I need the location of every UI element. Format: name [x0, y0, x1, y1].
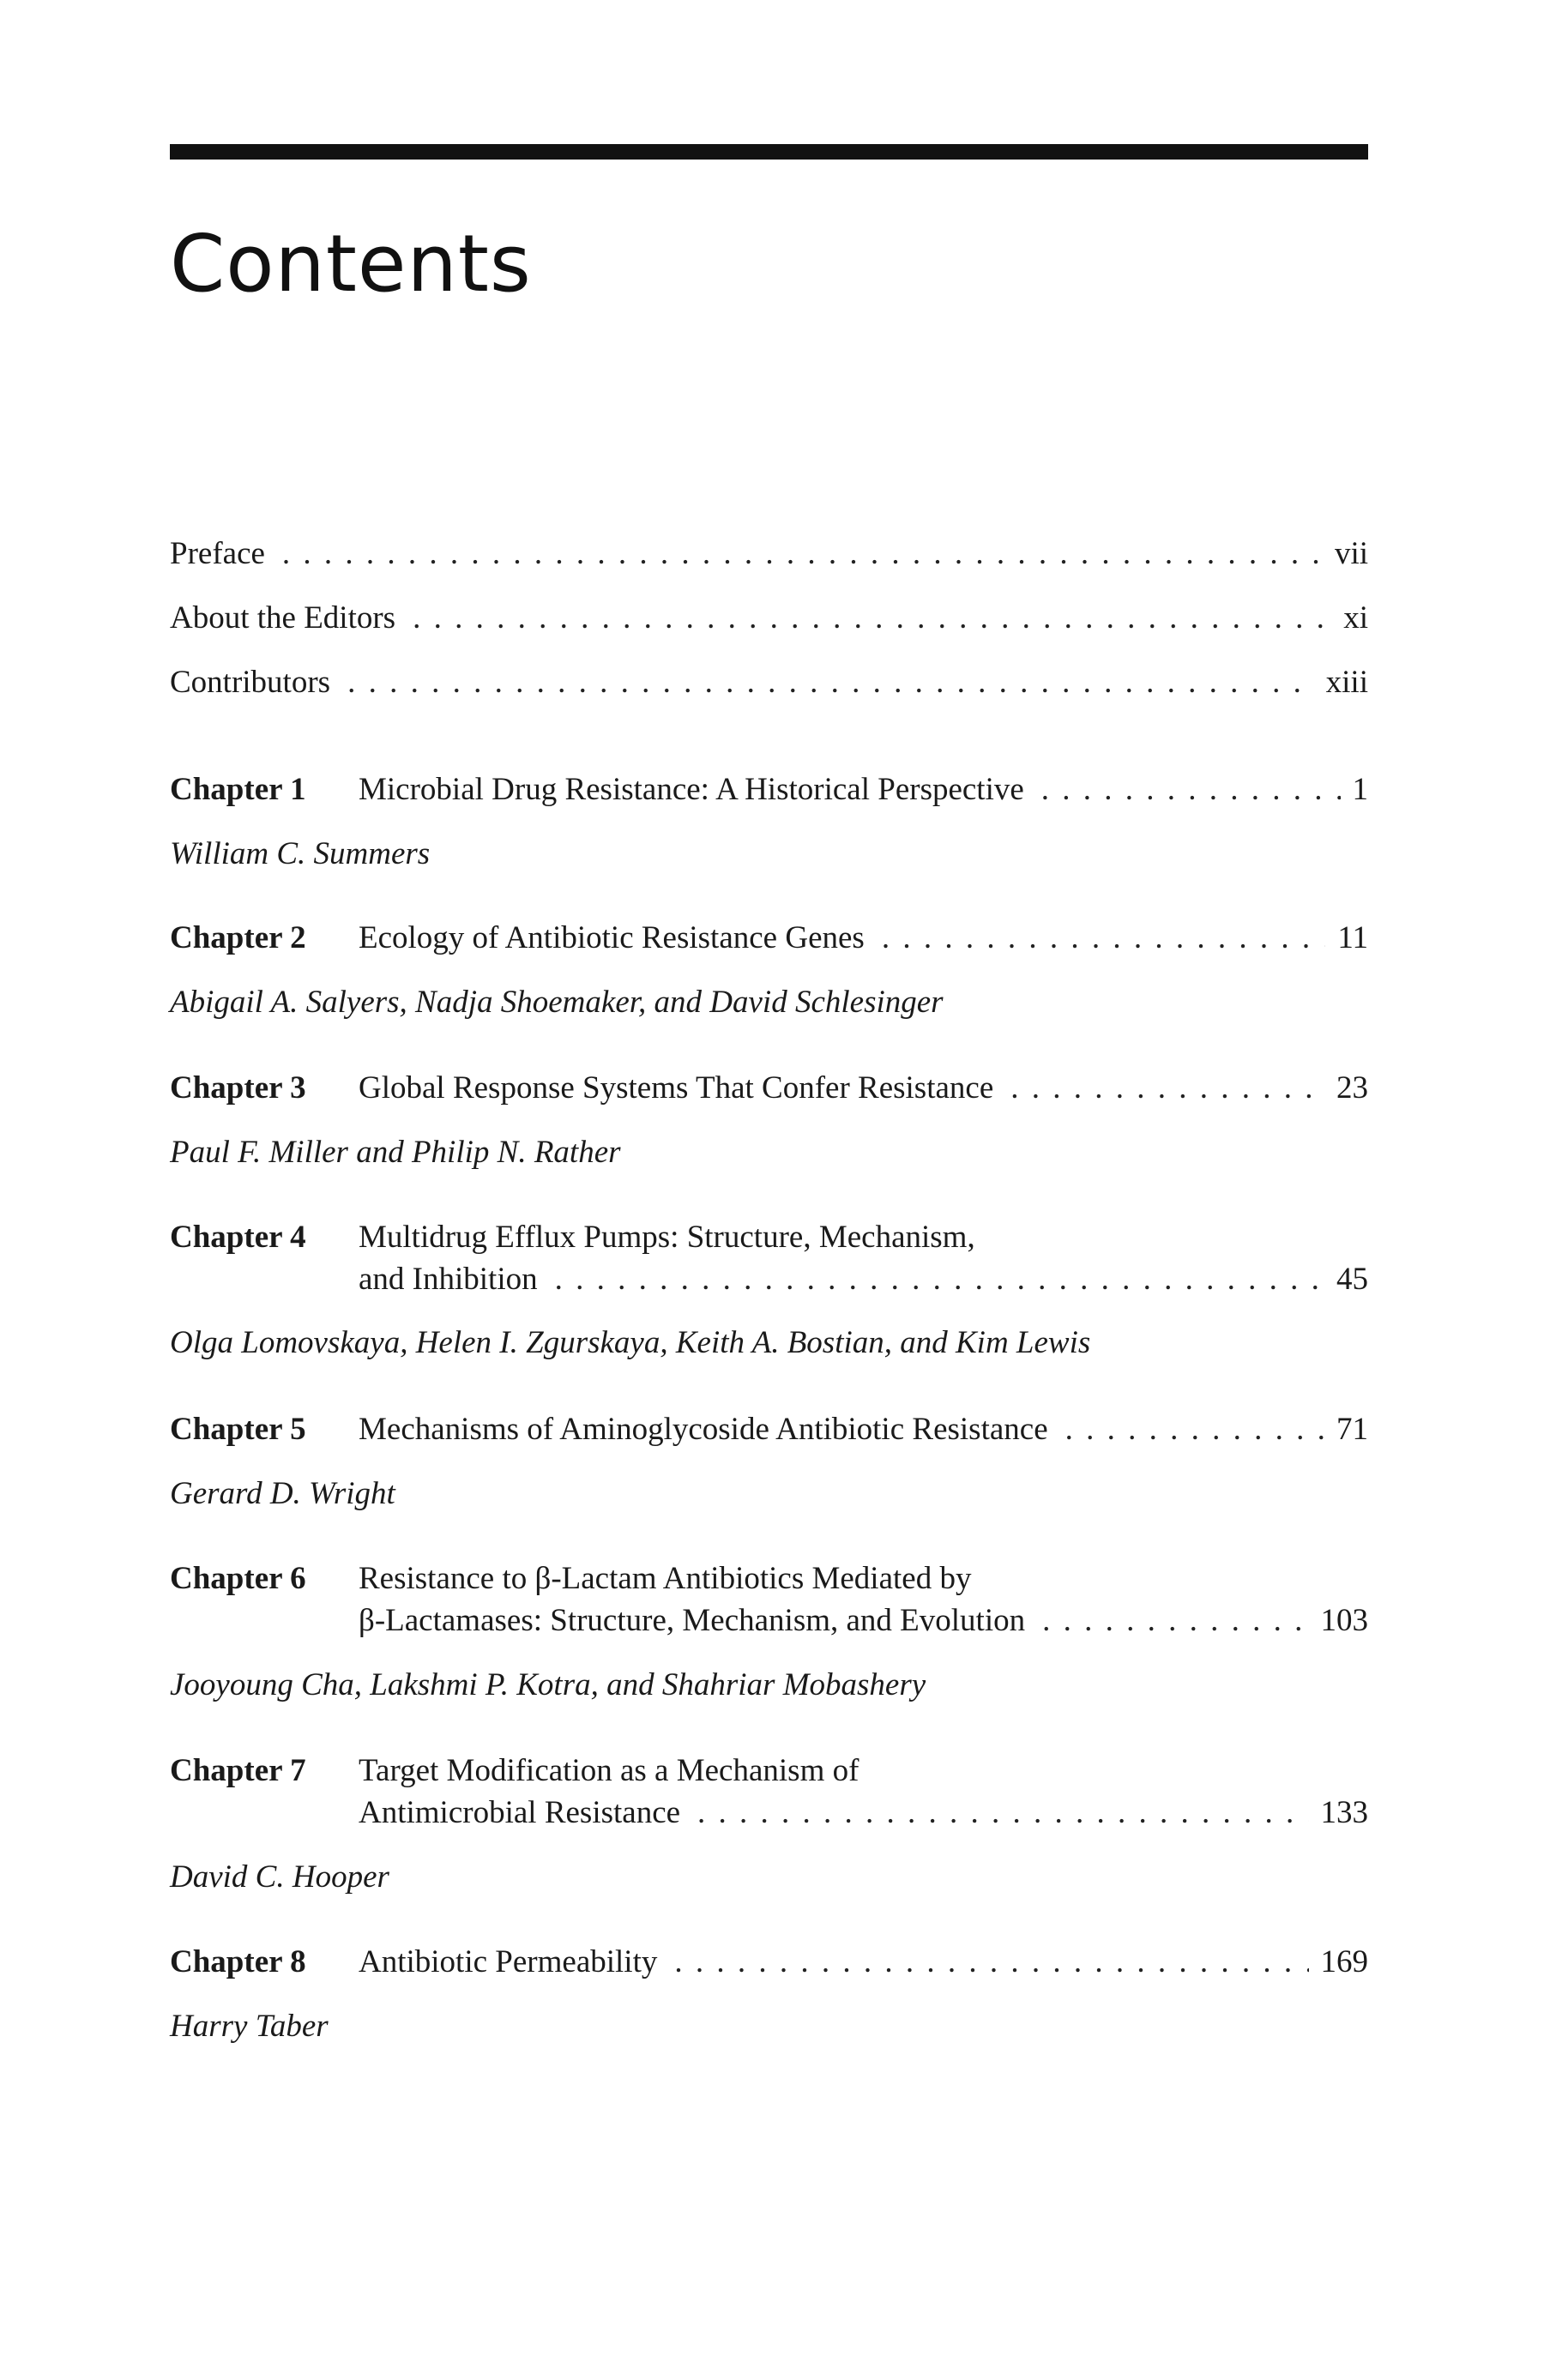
chapter-label: Chapter 3: [170, 1070, 306, 1106]
chapter-title: Ecology of Antibiotic Resistance Genes: [359, 920, 865, 955]
chapter-label: Chapter 1: [170, 772, 306, 807]
toc-entry-about-the-editors[interactable]: [170, 596, 1368, 641]
page-number: 103: [1320, 1603, 1368, 1638]
chapter-authors: Gerard D. Wright: [170, 1476, 395, 1511]
page-number: xiii: [1325, 665, 1368, 700]
page-number: 71: [1336, 1412, 1368, 1447]
chapter-authors: Olga Lomovskaya, Helen I. Zgurskaya, Keith A. Bostian, and Kim Lewis: [170, 1325, 1091, 1360]
toc-entry-chapter-1[interactable]: [170, 768, 1368, 812]
toc-entry-chapter-5[interactable]: [170, 1407, 1368, 1452]
chapter-title: Microbial Drug Resistance: A Historical Perspective: [359, 772, 1024, 807]
toc-entry-preface[interactable]: [170, 532, 1368, 576]
entry-title: Preface: [170, 536, 265, 571]
toc-entry-chapter-7[interactable]: [170, 1749, 1368, 1793]
chapter-title: Antibiotic Permeability: [359, 1944, 658, 1979]
toc-entry-chapter-4-continued[interactable]: [359, 1257, 1368, 1302]
chapter-label: Chapter 6: [170, 1561, 306, 1596]
toc-entry-chapter-6[interactable]: [170, 1557, 1368, 1601]
chapter-authors: William C. Summers: [170, 836, 431, 871]
dot-leader: [882, 916, 1326, 961]
page-number: vii: [1334, 536, 1368, 571]
dot-leader: [413, 596, 1331, 641]
dot-leader: [1042, 1599, 1308, 1643]
chapter-authors: Paul F. Miller and Philip N. Rather: [170, 1135, 621, 1170]
chapter-title: β-Lactamases: Structure, Mechanism, and Evolution: [359, 1603, 1026, 1638]
toc-entry-contributors[interactable]: [170, 660, 1368, 705]
dot-leader: [282, 532, 1323, 576]
page-number: 23: [1336, 1070, 1368, 1106]
chapter-label: Chapter 4: [170, 1220, 306, 1255]
toc-entry-chapter-7-continued[interactable]: [359, 1791, 1368, 1835]
page-number: 11: [1337, 920, 1368, 955]
page-number: xi: [1343, 600, 1368, 636]
page-number: 45: [1336, 1262, 1368, 1297]
toc-entry-chapter-3[interactable]: [170, 1066, 1368, 1111]
toc-entry-chapter-4[interactable]: [170, 1215, 1368, 1260]
dot-leader: [697, 1791, 1308, 1835]
dot-leader: [347, 660, 1314, 705]
dot-leader: [555, 1257, 1324, 1302]
dot-leader: [1065, 1407, 1324, 1452]
entry-title: About the Editors: [170, 600, 396, 636]
entry-title: Contributors: [170, 665, 331, 700]
page-title: Contents: [170, 218, 532, 310]
page-number: 1: [1352, 772, 1368, 807]
chapter-label: Chapter 5: [170, 1412, 306, 1447]
chapter-label: Chapter 8: [170, 1944, 306, 1979]
dot-leader: [674, 1940, 1308, 1985]
chapter-title: Antimicrobial Resistance: [359, 1795, 681, 1830]
chapter-title: and Inhibition: [359, 1262, 538, 1297]
top-rule: [170, 144, 1368, 160]
page-number: 133: [1320, 1795, 1368, 1830]
chapter-title: Target Modification as a Mechanism of: [359, 1753, 859, 1788]
toc-entry-chapter-8[interactable]: [170, 1940, 1368, 1985]
chapter-title: Resistance to β-Lactam Antibiotics Mediated by: [359, 1561, 972, 1596]
chapter-authors: Jooyoung Cha, Lakshmi P. Kotra, and Shahriar Mobashery: [170, 1667, 926, 1702]
toc-entry-chapter-6-continued[interactable]: [359, 1599, 1368, 1643]
toc-entry-chapter-2[interactable]: [170, 916, 1368, 961]
chapter-authors: David C. Hooper: [170, 1859, 389, 1895]
chapter-title: Global Response Systems That Confer Resistance: [359, 1070, 994, 1106]
chapter-title: Multidrug Efflux Pumps: Structure, Mechanism,: [359, 1220, 975, 1255]
page-number: 169: [1320, 1944, 1368, 1979]
chapter-label: Chapter 7: [170, 1753, 306, 1788]
dot-leader: [1041, 768, 1341, 812]
chapter-title: Mechanisms of Aminoglycoside Antibiotic Resistance: [359, 1412, 1048, 1447]
chapter-label: Chapter 2: [170, 920, 306, 955]
chapter-authors: Abigail A. Salyers, Nadja Shoemaker, and David Schlesinger: [170, 985, 944, 1020]
chapter-authors: Harry Taber: [170, 2009, 329, 2044]
dot-leader: [1010, 1066, 1324, 1111]
